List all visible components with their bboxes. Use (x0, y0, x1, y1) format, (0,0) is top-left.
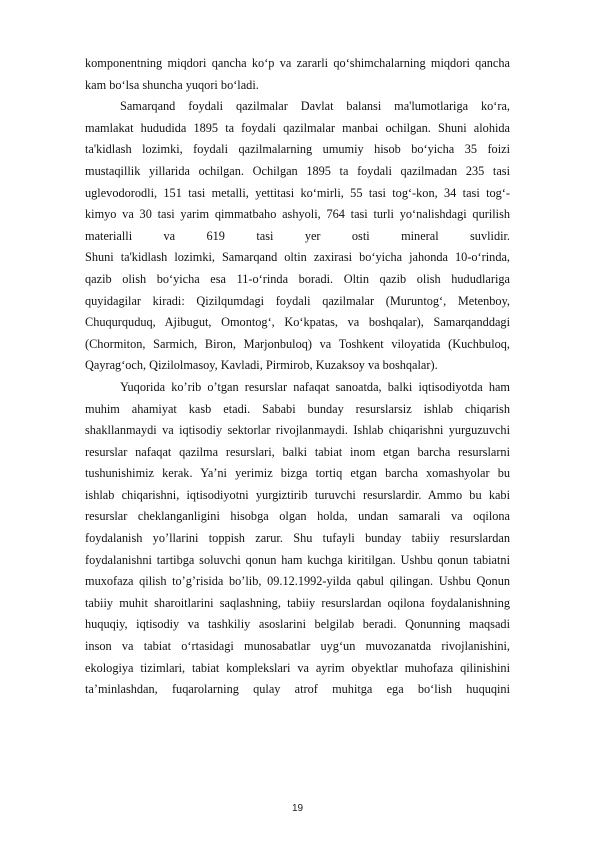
text-line: foydalanishni tartibga soluvchi qonun ham kuchga kiritilgan. Ushbu qonun tabiatni (85, 552, 510, 567)
text-line: (Chormiton, Sarmich, Biron, Marjonbuloq) va Toshkent viloyatida (Kuchbuloq, (85, 336, 510, 351)
text-line: mamlakat hududida 1895 ta foydali qazilmalar manbai ochilgan. Shuni alohida (85, 120, 510, 135)
text-line: materialli va 619 tasi yer osti mineral suvlidir. (85, 228, 510, 243)
text-line: resurslar cheklanganligini hisobga olgan holda, undan samarali va oqilona (85, 509, 510, 524)
body-text (85, 53, 510, 701)
text-line: Qayrag‘och, Qizilolmasoy, Kavladi, Pirmirob, Kuzaksoy va boshqalar). (85, 358, 438, 373)
text-line: mustaqillik yillarida ochilgan. Ochilgan 1895 ta foydali qazilmadan 235 tasi (85, 163, 510, 178)
text-line: foydalanish yo’llarini toppish zarur. Shu tufayli bunday tabiiy resurslardan (85, 531, 510, 546)
text-line: kam bo‘lsa shuncha yuqori bo‘ladi. (85, 77, 259, 92)
text-line: ekologiya tizimlari, tabiat komplekslari va ayrim obyektlar muhofaza qilinishini (85, 660, 510, 675)
text-line: resurslar nafaqat qazilma resurslari, balki tabiat inom etgan barcha resurslarni (85, 444, 510, 459)
text-line: tushunishimiz kerak. Ya’ni yerimiz bizga tortiq etgan barcha xomashyolar bu (85, 466, 510, 481)
text-line: uglevodorodli, 151 tasi metalli, yettitasi ko‘mirli, 55 tasi tog‘-kon, 34 tasi tog‘- (85, 185, 510, 200)
text-line: ta’minlashdan, fuqarolarning qulay atrof muhitga ega bo‘lish huquqini (85, 682, 510, 697)
text-line: tabiiy muhit sharoitlarini saqlashning, tabiiy resurslardan oqilona foydalanishning (85, 595, 510, 610)
page-number: 19 (291, 803, 304, 814)
text-line: ishlab chiqarishni, iqtisodiyotni yurgiztirib turuvchi resurslardir. Ammo bu kabi (85, 487, 510, 502)
text-line: inson va tabiat o‘rtasidagi munosabatlar uyg‘un muvozanatda rivojlanishini, (85, 639, 510, 654)
text-line: huquqiy, iqtisodiy va tashkiliy asoslarini belgilab beradi. Qonunning maqsadi (85, 617, 510, 632)
text-line: Samarqand foydali qazilmalar Davlat balansi ma'lumotlariga ko‘ra, (120, 99, 510, 114)
text-line: Shuni ta'kidlash lozimki, Samarqand oltin zaxirasi bo‘yicha jahonda 10-o‘rinda, (85, 250, 510, 265)
text-line: komponentning miqdori qancha ko‘p va zararli qo‘shimchalarning miqdori qancha (85, 56, 510, 70)
text-line: kimyo va 30 tasi yarim qimmatbaho ashyoli, 764 tasi turli yo‘nalishdagi qurilish (85, 207, 510, 222)
text-line: qazib olish bo‘yicha esa 11-o‘rinda boradi. Oltin qazib olish hududlariga (85, 271, 510, 286)
text-line: muxofaza qilish to’g’risida bo’lib, 09.12.1992-yilda qabul qilingan. Ushbu Qonun (85, 574, 510, 589)
text-line: shakllanmaydi va iqtisodiy sektorlar rivojlanmaydi. Ishlab chiqarishni yurguzuvchi (85, 423, 510, 438)
text-line: muhim ahamiyat kasb etadi. Sababi bunday resurslarsiz ishlab chiqarish (85, 401, 510, 416)
text-line: Yuqorida ko’rib o’tgan resurslar nafaqat sanoatda, balki iqtisodiyotda ham (120, 379, 510, 394)
text-line: ta'kidlash lozimki, foydali qazilmalarning umumiy hisob bo‘yicha 35 foizi (85, 142, 510, 157)
text-line: quyidagilar kiradi: Qizilqumdagi foydali qazilmalar (Muruntog‘, Metenboy, (85, 293, 510, 308)
text-line: Chuqurquduq, Ajibugut, Omontog‘, Ko‘kpatas, va boshqalar), Samarqanddagi (85, 315, 510, 330)
